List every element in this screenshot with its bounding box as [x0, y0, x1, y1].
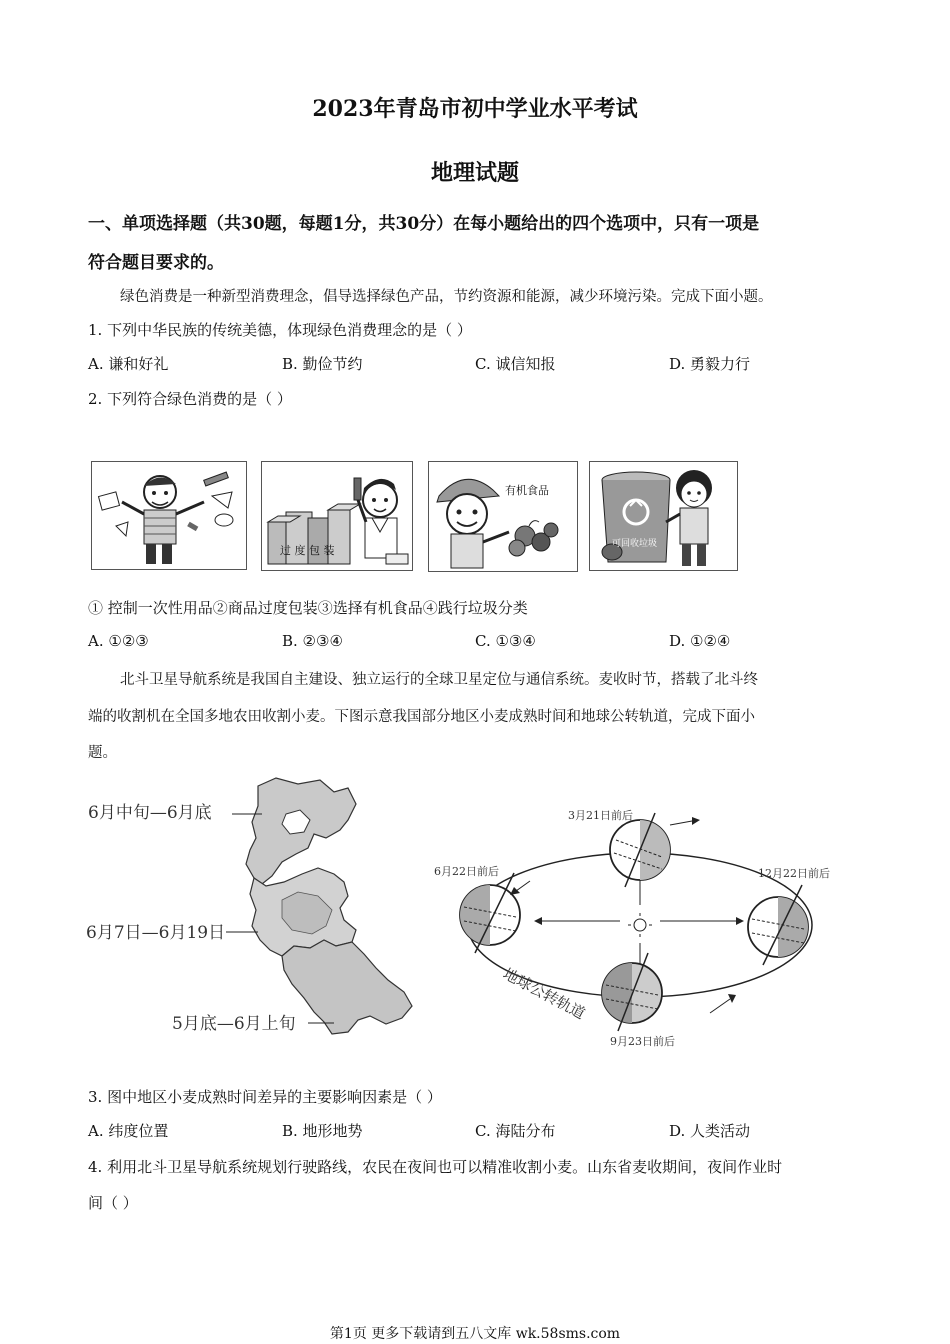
q3-option-a: A. 纬度位置: [88, 1122, 169, 1140]
q3-option-b: B. 地形地势: [282, 1122, 363, 1140]
passage-green-consumption: 绿色消费是一种新型消费理念，倡导选择绿色产品，节约资源和能源，减少环境污染。完成下面小题。: [120, 289, 773, 305]
wheat-maturity-map: [86, 770, 426, 1060]
subject-title: 地理试题: [430, 160, 519, 186]
question-4-line2: 间（ ）: [88, 1194, 138, 1212]
earth-september: [602, 953, 662, 1031]
question-4-line1: 4. 利用北斗卫星导航系统规划行驶路线，农民在夜间也可以精准收割小麦。山东省麦收期间，夜间作业时: [88, 1158, 783, 1176]
q2-caption: ① 控制一次性用品②商品过度包装③选择有机食品④践行垃圾分类: [88, 599, 528, 617]
section-heading-line2: 符合题目要求的。: [88, 253, 224, 273]
q1-option-d: D. 勇毅力行: [669, 355, 751, 373]
passage-beidou-line1: 北斗卫星导航系统是我国自主建设、独立运行的全球卫星定位与通信系统。麦收时节，搭载了北斗终: [120, 672, 758, 688]
map-label-south: 5月底—6月上旬: [172, 1014, 296, 1034]
label-march: 3月21日前后: [568, 809, 633, 822]
organic-food-label: 有机食品: [505, 484, 549, 497]
question-2-stem: 2. 下列符合绿色消费的是（ ）: [88, 390, 292, 408]
q3-option-c: C. 海陆分布: [475, 1122, 556, 1140]
picture-disposable-items: [91, 461, 247, 570]
label-orbit-track: 地球公转轨道: [500, 964, 589, 1023]
q2-option-a: A. ①②③: [88, 632, 149, 650]
q1-option-b: B. 勤俭节约: [282, 355, 363, 373]
question-3-stem: 3. 图中地区小麦成熟时间差异的主要影响因素是（ ）: [88, 1088, 442, 1106]
page-footer: 第1页 更多下载请到五八文库 wk.58sms.com: [329, 1326, 621, 1342]
earth-orbit-diagram: [430, 795, 850, 1055]
section-heading-line1: 一、单项选择题（共30题，每题1分，共30分）在每小题给出的四个选项中，只有一项是: [88, 214, 760, 234]
q2-option-d: D. ①②④: [669, 632, 731, 650]
map-label-middle: 6月7日—6月19日: [86, 923, 226, 943]
packaging-box-label: 过 度 包 装: [280, 544, 335, 557]
label-june: 6月22日前后: [434, 865, 499, 878]
label-september: 9月23日前后: [610, 1035, 675, 1048]
exam-title: 2023年青岛市初中学业水平考试: [312, 96, 638, 122]
q2-option-b: B. ②③④: [282, 632, 343, 650]
picture-garbage-sorting: [589, 461, 738, 571]
q2-option-c: C. ①③④: [475, 632, 536, 650]
picture-organic-food: [428, 461, 578, 572]
map-label-north: 6月中旬—6月底: [88, 803, 212, 823]
earth-march: [610, 813, 670, 887]
picture-excessive-packaging: [261, 461, 413, 571]
earth-june: [460, 873, 520, 953]
passage-beidou-line3: 题。: [88, 745, 117, 761]
q1-option-a: A. 谦和好礼: [88, 355, 169, 373]
q1-option-c: C. 诚信知报: [475, 355, 556, 373]
label-december: 12月22日前后: [758, 867, 830, 880]
q3-option-d: D. 人类活动: [669, 1122, 751, 1140]
question-1-stem: 1. 下列中华民族的传统美德，体现绿色消费理念的是（ ）: [88, 321, 472, 339]
recyclable-bin-label: 可回收垃圾: [612, 539, 658, 549]
passage-beidou-line2: 端的收割机在全国多地农田收割小麦。下图示意我国部分地区小麦成熟时间和地球公转轨道，完成下面小: [88, 709, 755, 725]
